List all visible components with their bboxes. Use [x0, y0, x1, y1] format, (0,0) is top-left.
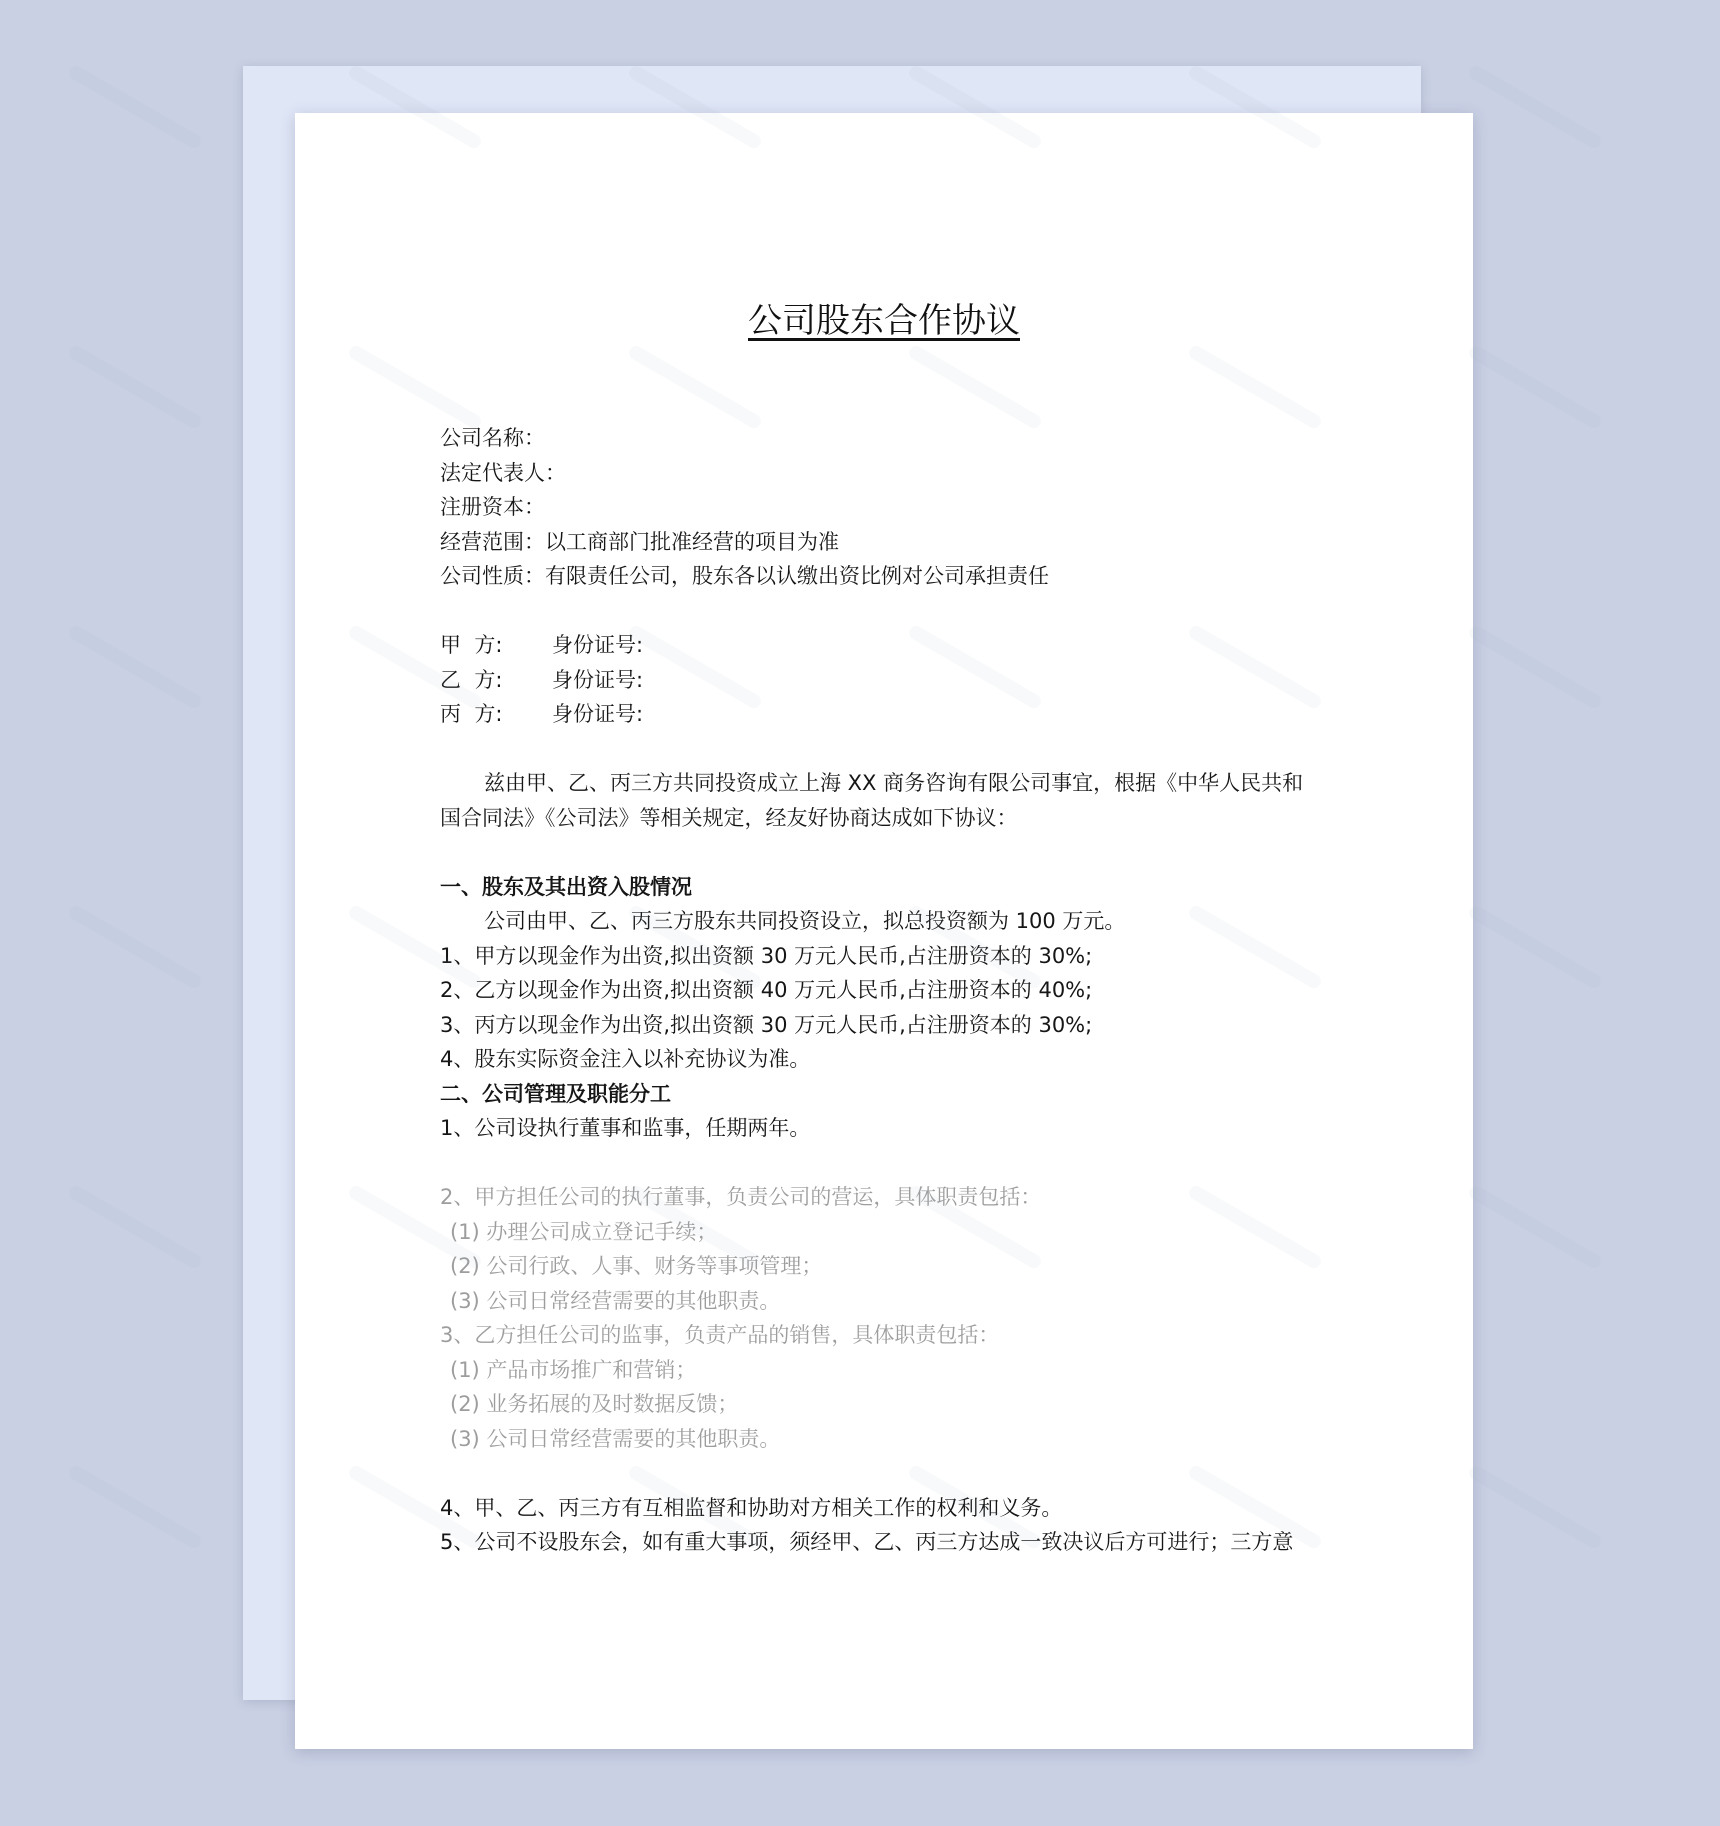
watermark-mark: [67, 903, 204, 990]
party-a-line: [440, 628, 1340, 663]
section-1-item: 4、股东实际资金注入以补充协议为准。: [440, 1047, 811, 1071]
spacer: [440, 732, 1340, 767]
company-nature-line: 公司性质：有限责任公司，股东各以认缴出资比例对公司承担责任: [440, 564, 1049, 588]
spacer: [440, 1456, 1340, 1491]
spacer: [440, 1146, 1340, 1181]
document-body: [440, 421, 1340, 1560]
section-2-item-2-sub: (1) 办理公司成立登记手续；: [450, 1219, 718, 1244]
section-1-item: 3、丙方以现金作为出资,拟出资额 30 万元人民币,占注册资本的 30%;: [440, 1012, 1093, 1037]
watermark-mark: [67, 63, 204, 150]
section-2-item-4: 4、甲、乙、丙三方有互相监督和协助对方相关工作的权利和义务。: [440, 1495, 1063, 1520]
section-2-item-3: 3、乙方担任公司的监事，负责产品的销售，具体职责包括：: [440, 1323, 1000, 1347]
section-2-item-3-sub: (2) 业务拓展的及时数据反馈；: [450, 1392, 739, 1416]
business-scope-line: 经营范围：以工商部门批准经营的项目为准: [440, 529, 839, 554]
party-c-id-label: 身份证号:: [552, 702, 644, 726]
section-2-item-2: 2、甲方担任公司的执行董事，负责公司的营运，具体职责包括：: [440, 1185, 1042, 1209]
spacer: [440, 594, 1340, 629]
party-b-line: [440, 663, 1340, 698]
section-2-item-3-sub: (3) 公司日常经营需要的其他职责。: [450, 1426, 781, 1451]
watermark-mark: [67, 1183, 204, 1270]
section-1-heading: 一、股东及其出资入股情况: [440, 874, 692, 899]
section-2-item-2-sub: (2) 公司行政、人事、财务等事项管理；: [450, 1254, 823, 1278]
watermark-mark: [1467, 1183, 1604, 1270]
section-2-item-5: 5、公司不设股东会，如有重大事项，须经甲、乙、丙三方达成一致决议后方可进行；三方意: [440, 1530, 1294, 1554]
preamble-line-2: 国合同法》《公司法》等相关规定，经友好协商达成如下协议：: [440, 805, 1018, 830]
watermark-mark: [67, 343, 204, 430]
section-2-heading: 二、公司管理及职能分工: [440, 1081, 671, 1106]
watermark-mark: [1467, 63, 1604, 150]
watermark-mark: [1467, 343, 1604, 430]
preamble-line-1: 兹由甲、乙、丙三方共同投资成立上海 XX 商务咨询有限公司事宜，根据《中华人民共和: [484, 771, 1304, 795]
section-1-item: 2、乙方以现金作为出资,拟出资额 40 万元人民币,占注册资本的 40%;: [440, 978, 1093, 1002]
section-1-intro: 公司由甲、乙、丙三方股东共同投资设立，拟总投资额为 100 万元。: [484, 909, 1126, 933]
watermark-mark: [1467, 1463, 1604, 1550]
watermark-mark: [1467, 903, 1604, 990]
watermark-mark: [67, 623, 204, 710]
section-1-item: 1、甲方以现金作为出资,拟出资额 30 万元人民币,占注册资本的 30%;: [440, 943, 1093, 968]
section-2-item-3-sub: (1) 产品市场推广和营销；: [450, 1357, 697, 1382]
party-c-name: 丙 方:: [440, 702, 503, 726]
party-b-name: 乙 方:: [440, 667, 503, 692]
party-a-name: 甲 方:: [440, 633, 503, 657]
registered-capital-line: 注册资本：: [440, 495, 545, 519]
party-a-id-label: 身份证号:: [552, 633, 644, 657]
watermark-mark: [1467, 623, 1604, 710]
party-b-id-label: 身份证号:: [552, 667, 644, 692]
spacer: [440, 835, 1340, 870]
watermark-mark: [67, 1463, 204, 1550]
party-c-line: [440, 697, 1340, 732]
legal-rep-line: 法定代表人：: [440, 460, 566, 485]
document-page: [295, 113, 1473, 1749]
section-2-item-1: 1、公司设执行董事和监事，任期两年。: [440, 1116, 811, 1140]
section-2-item-2-sub: (3) 公司日常经营需要的其他职责。: [450, 1288, 781, 1313]
document-title: 公司股东合作协议: [748, 301, 1020, 341]
company-name-line: 公司名称：: [440, 426, 545, 450]
